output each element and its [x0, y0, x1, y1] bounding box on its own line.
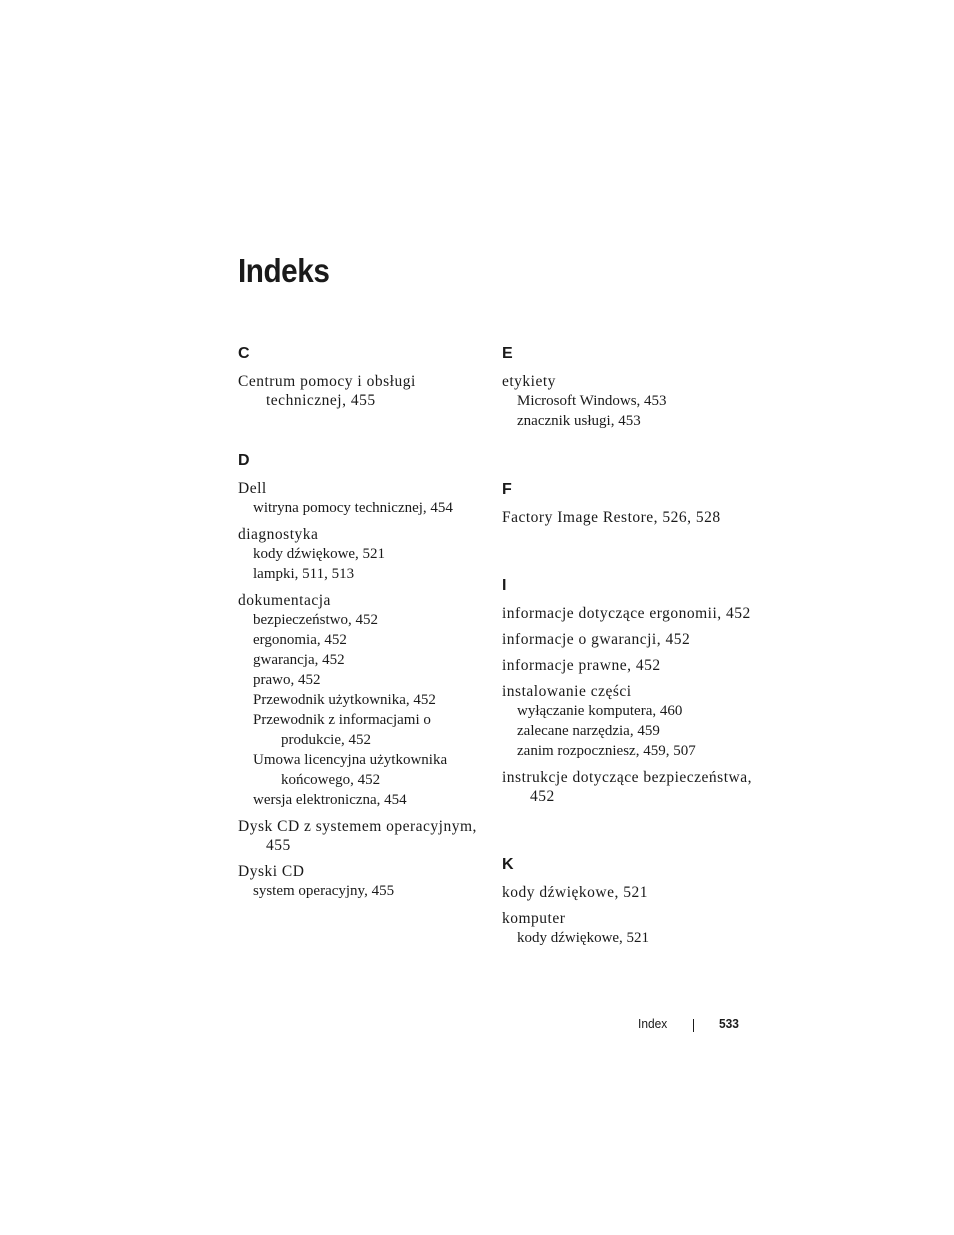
entry-list [502, 883, 752, 948]
index-entry [502, 372, 752, 431]
entry-subterm: Microsoft Windows, 453 [517, 393, 667, 409]
entry-subterm: ergonomia, 452 [253, 632, 347, 648]
page-title: Indeks [238, 252, 330, 289]
index-section [238, 344, 483, 410]
section-gap [502, 534, 752, 576]
index-section [502, 855, 752, 948]
section-letter: C [238, 345, 250, 362]
index-entry [502, 909, 752, 948]
index-entry [238, 372, 483, 410]
section-letter: F [502, 481, 512, 498]
section-letter: I [502, 577, 507, 594]
entry-term: Dell [238, 480, 267, 497]
section-gap [502, 438, 752, 480]
entry-term: instalowanie części [502, 683, 632, 700]
entry-list [502, 372, 752, 431]
entry-term: diagnostyka [238, 526, 319, 543]
entry-list [502, 508, 752, 527]
section-letter: D [238, 452, 250, 469]
entry-term: informacje dotyczące ergonomii, 452 [502, 605, 751, 622]
index-column-left [238, 344, 483, 908]
entry-subterm: wyłączanie komputera, 460 [517, 703, 683, 719]
index-entry [238, 862, 483, 901]
entry-subterm: kody dźwiękowe, 521 [517, 930, 650, 946]
entry-subterm: witryna pomocy technicznej, 454 [253, 500, 453, 516]
index-entry [502, 630, 752, 649]
page-number: 533 [719, 1016, 739, 1031]
entry-list [502, 604, 752, 806]
entry-term: komputer [502, 910, 566, 927]
index-section [502, 576, 752, 806]
entry-subterm: lampki, 511, 513 [253, 566, 355, 582]
index-entry [238, 817, 483, 855]
entry-subterm: wersja elektroniczna, 454 [253, 792, 407, 808]
entry-subterm: zanim rozpoczniesz, 459, 507 [517, 743, 696, 759]
index-entry [502, 656, 752, 675]
entry-subterm: Przewodnik użytkownika, 452 [253, 692, 436, 708]
entry-term: Dyski CD [238, 863, 305, 880]
index-section [502, 344, 752, 431]
entry-subterm: znacznik usługi, 453 [517, 413, 641, 429]
entry-subterm: system operacyjny, 455 [253, 883, 395, 899]
section-gap [502, 813, 752, 855]
index-entry [238, 479, 483, 518]
entry-subterm: zalecane narzędzia, 459 [517, 723, 660, 739]
entry-term: kody dźwiękowe, 521 [502, 884, 648, 901]
entry-subterm: prawo, 452 [253, 672, 321, 688]
entry-term: informacje o gwarancji, 452 [502, 631, 691, 648]
footer-label: Index [638, 1016, 668, 1031]
section-letter: K [502, 856, 514, 873]
entry-term: dokumentacja [238, 592, 331, 609]
entry-subterm: kody dźwiękowe, 521 [253, 546, 386, 562]
entry-term: Dysk CD z systemem operacyjnym, 455 [238, 818, 477, 854]
index-entry [502, 883, 752, 902]
entry-subterm: Przewodnik z informacjami o produkcie, 452 [253, 712, 431, 748]
entry-subterm: Umowa licencyjna użytkownika końcowego, 452 [253, 752, 448, 788]
entry-list [238, 479, 483, 901]
entry-term: Centrum pomocy i obsługi technicznej, 455 [238, 373, 416, 409]
index-section [502, 480, 752, 527]
index-entry [502, 508, 752, 527]
entry-term: Factory Image Restore, 526, 528 [502, 509, 721, 526]
entry-subterm: bezpieczeństwo, 452 [253, 612, 378, 628]
index-column-right [502, 344, 752, 955]
index-section [238, 451, 483, 901]
footer-separator [693, 1019, 694, 1032]
entry-term: instrukcje dotyczące bezpieczeństwa, 452 [502, 769, 752, 805]
section-letter: E [502, 345, 513, 362]
index-entry [238, 591, 483, 810]
section-gap [238, 417, 483, 451]
index-entry [502, 768, 752, 806]
index-entry [238, 525, 483, 584]
entry-list [238, 372, 483, 410]
index-entry [502, 604, 752, 623]
index-entry [502, 682, 752, 761]
page-footer [0, 1016, 954, 1034]
entry-term: informacje prawne, 452 [502, 657, 661, 674]
entry-term: etykiety [502, 373, 556, 390]
entry-subterm: gwarancja, 452 [253, 652, 345, 668]
